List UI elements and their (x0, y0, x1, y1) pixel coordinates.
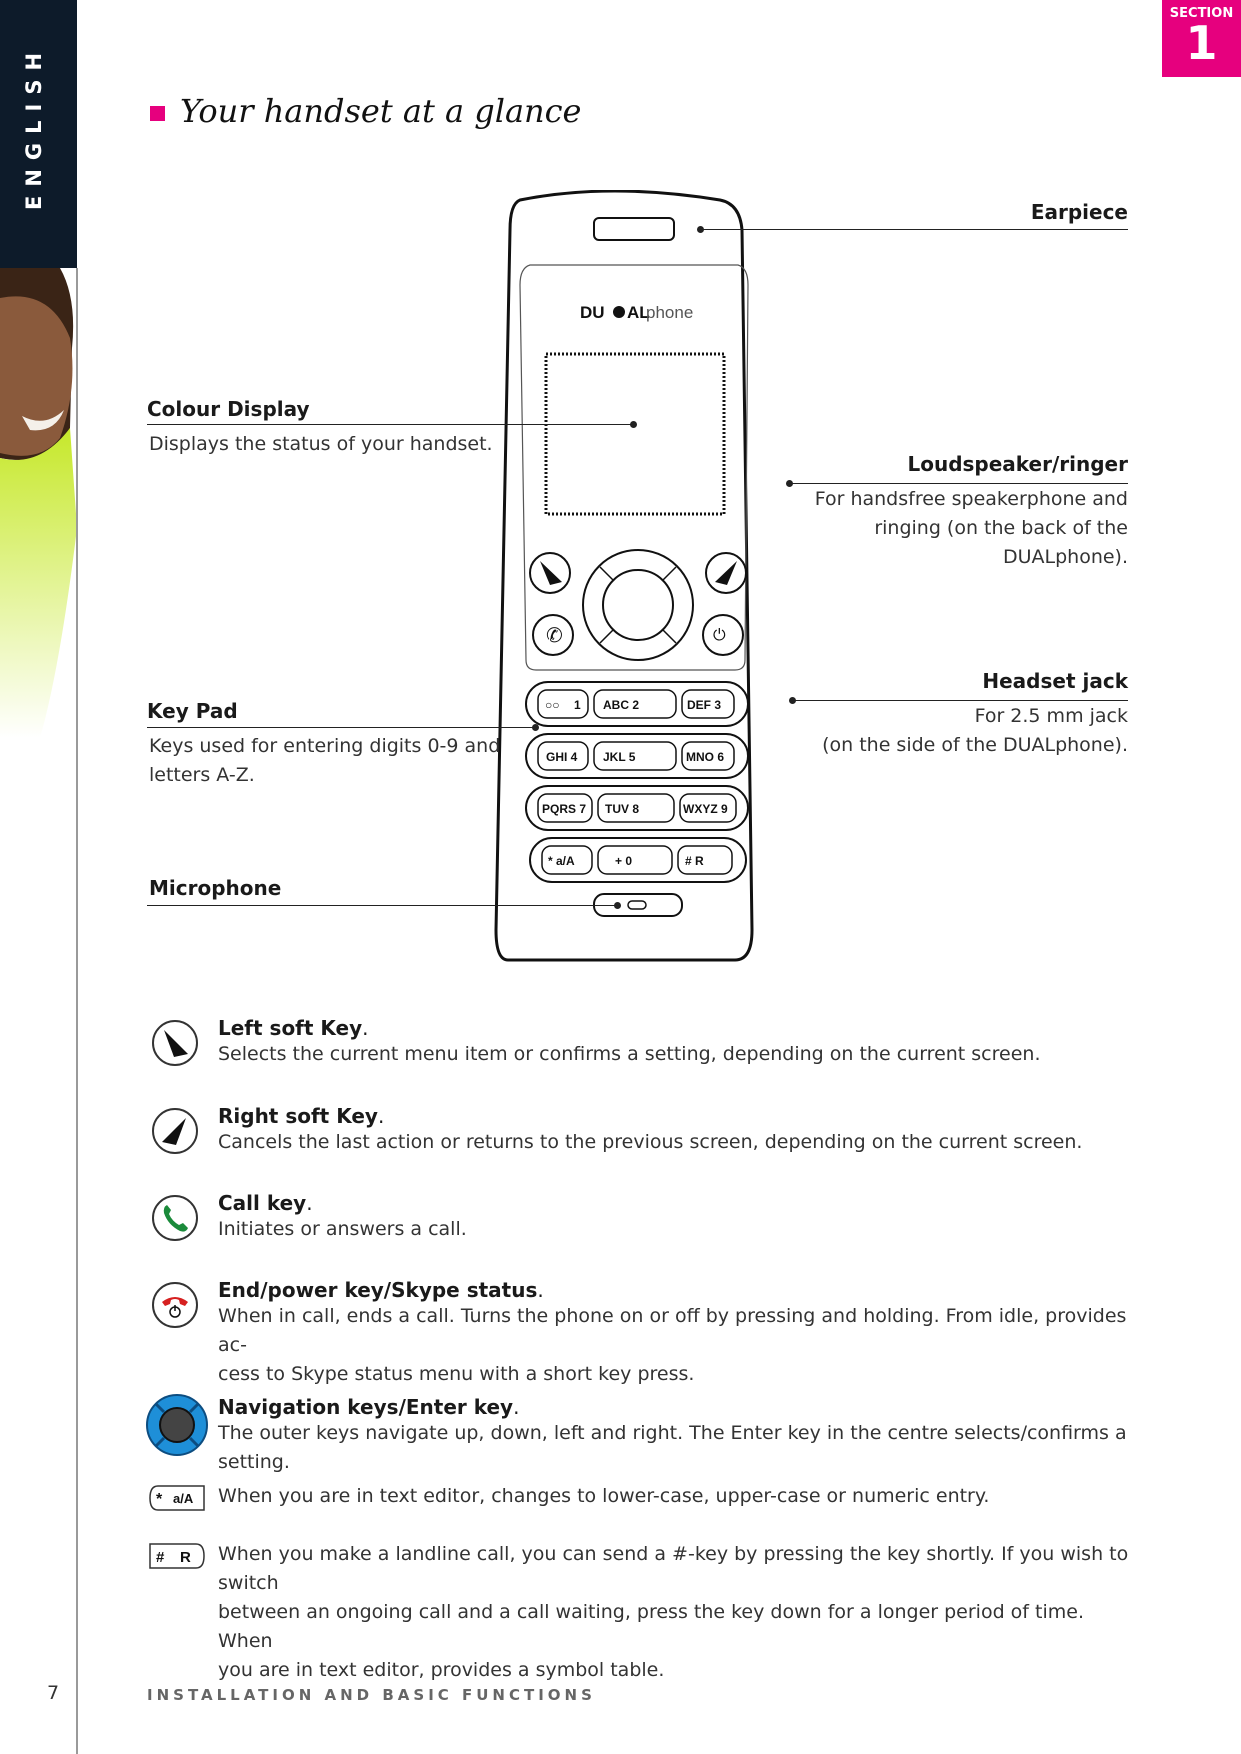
star-key-icon (148, 1484, 206, 1512)
headset-desc: For 2.5 mm jack (on the side of the DUALphone). (822, 705, 1128, 756)
loudspeaker-line (790, 483, 1128, 484)
headset-label: Headset jack (982, 669, 1128, 693)
colour-display-label: Colour Display (147, 397, 310, 421)
keypad-desc: Keys used for entering digits 0-9 and letters A-Z. (149, 735, 501, 786)
brand-prefix: DU (580, 303, 605, 322)
sidebar-photo (0, 268, 77, 738)
title-bullet (150, 106, 165, 121)
brand-logo-dot (613, 306, 625, 318)
section-label: SECTION (1169, 6, 1234, 21)
key-5: JKL 5 (603, 750, 636, 764)
svg-text:*: * (156, 1491, 163, 1508)
microphone-dot (614, 902, 621, 909)
call-key-icon (150, 1193, 200, 1243)
navigation-keys-icon (145, 1393, 209, 1457)
colour-display-line (147, 424, 633, 425)
footer-text: INSTALLATION AND BASIC FUNCTIONS (147, 1686, 596, 1704)
colour-display-dot (630, 421, 637, 428)
key-2: ABC 2 (603, 698, 640, 712)
margin-line (76, 268, 78, 1754)
key-item-hash: When you make a landline call, you can send a #-key by pressing the key shortly. If you wish to switch between an ongoing call and a call waiting, press the key down for a longer period of time. When you are in text editor, provides a symbol table. (218, 1543, 1129, 1681)
hash-key-icon (148, 1542, 206, 1570)
language-tab (0, 0, 77, 268)
key-7: PQRS 7 (542, 802, 587, 816)
key-item-star: When you are in text editor, changes to lower-case, upper-case or numeric entry. (218, 1485, 990, 1507)
language-label: ENGLISH (22, 43, 46, 210)
svg-text:⏻: ⏻ (713, 625, 726, 644)
left-soft-key-icon (150, 1018, 200, 1068)
earpiece-line (700, 229, 1128, 230)
svg-text:R: R (180, 1549, 191, 1566)
page-number: 7 (47, 1682, 60, 1704)
key-star: * a/A (548, 854, 575, 868)
loudspeaker-desc: For handsfree speakerphone and ringing (on the back of the DUALphone). (814, 488, 1128, 568)
key-item-call: Call key. Initiates or answers a call. (218, 1191, 467, 1240)
microphone-label: Microphone (149, 876, 282, 900)
microphone-line (147, 905, 617, 906)
section-number: 1 (1185, 16, 1218, 70)
colour-display-screen (546, 354, 724, 514)
key-item-navigation: Navigation keys/Enter key. The outer keys navigate up, down, left and right. The Enter key in the centre selects/confirms a setting. (218, 1395, 1127, 1473)
page-title: Your handset at a glance (180, 92, 582, 130)
earpiece-slot (594, 218, 674, 240)
key-3: DEF 3 (687, 698, 722, 712)
earpiece-label: Earpiece (1030, 200, 1128, 224)
svg-text:a/A: a/A (173, 1491, 194, 1506)
key-4: GHI 4 (546, 750, 578, 764)
key-hash: # R (685, 854, 704, 868)
colour-display-desc: Displays the status of your handset. (149, 433, 493, 455)
svg-text:#: # (156, 1549, 165, 1566)
key-1: 1 (574, 698, 581, 712)
right-soft-key-icon (150, 1106, 200, 1156)
brand-mid: AL (627, 303, 650, 322)
brand-suffix: phone (646, 303, 694, 322)
section-badge (1162, 0, 1241, 77)
svg-text:✆: ✆ (546, 623, 563, 647)
key-9: WXYZ 9 (683, 802, 728, 816)
key-item-left-soft: Left soft Key. Selects the current menu item or confirms a setting, depending on the current screen. (218, 1016, 1041, 1065)
key-item-end-power: End/power key/Skype status. When in call, ends a call. Turns the phone on or off by pressing and holding. From idle, provides ac- cess to Skype status menu with a short key press. (218, 1278, 1127, 1385)
key-6: MNO 6 (686, 750, 725, 764)
key-0: + 0 (615, 854, 633, 868)
handset-illustration (490, 190, 790, 965)
keypad-label: Key Pad (147, 699, 238, 723)
keypad-line (147, 727, 535, 728)
headset-line (793, 700, 1128, 701)
keypad-dot (532, 724, 539, 731)
earpiece-dot (697, 226, 704, 233)
loudspeaker-label: Loudspeaker/ringer (907, 452, 1128, 476)
key-item-right-soft: Right soft Key. Cancels the last action or returns to the previous screen, depending on the current screen. (218, 1104, 1083, 1153)
key-8: TUV 8 (605, 802, 640, 816)
svg-text:○○: ○○ (545, 698, 560, 712)
end-power-key-icon (150, 1280, 200, 1330)
